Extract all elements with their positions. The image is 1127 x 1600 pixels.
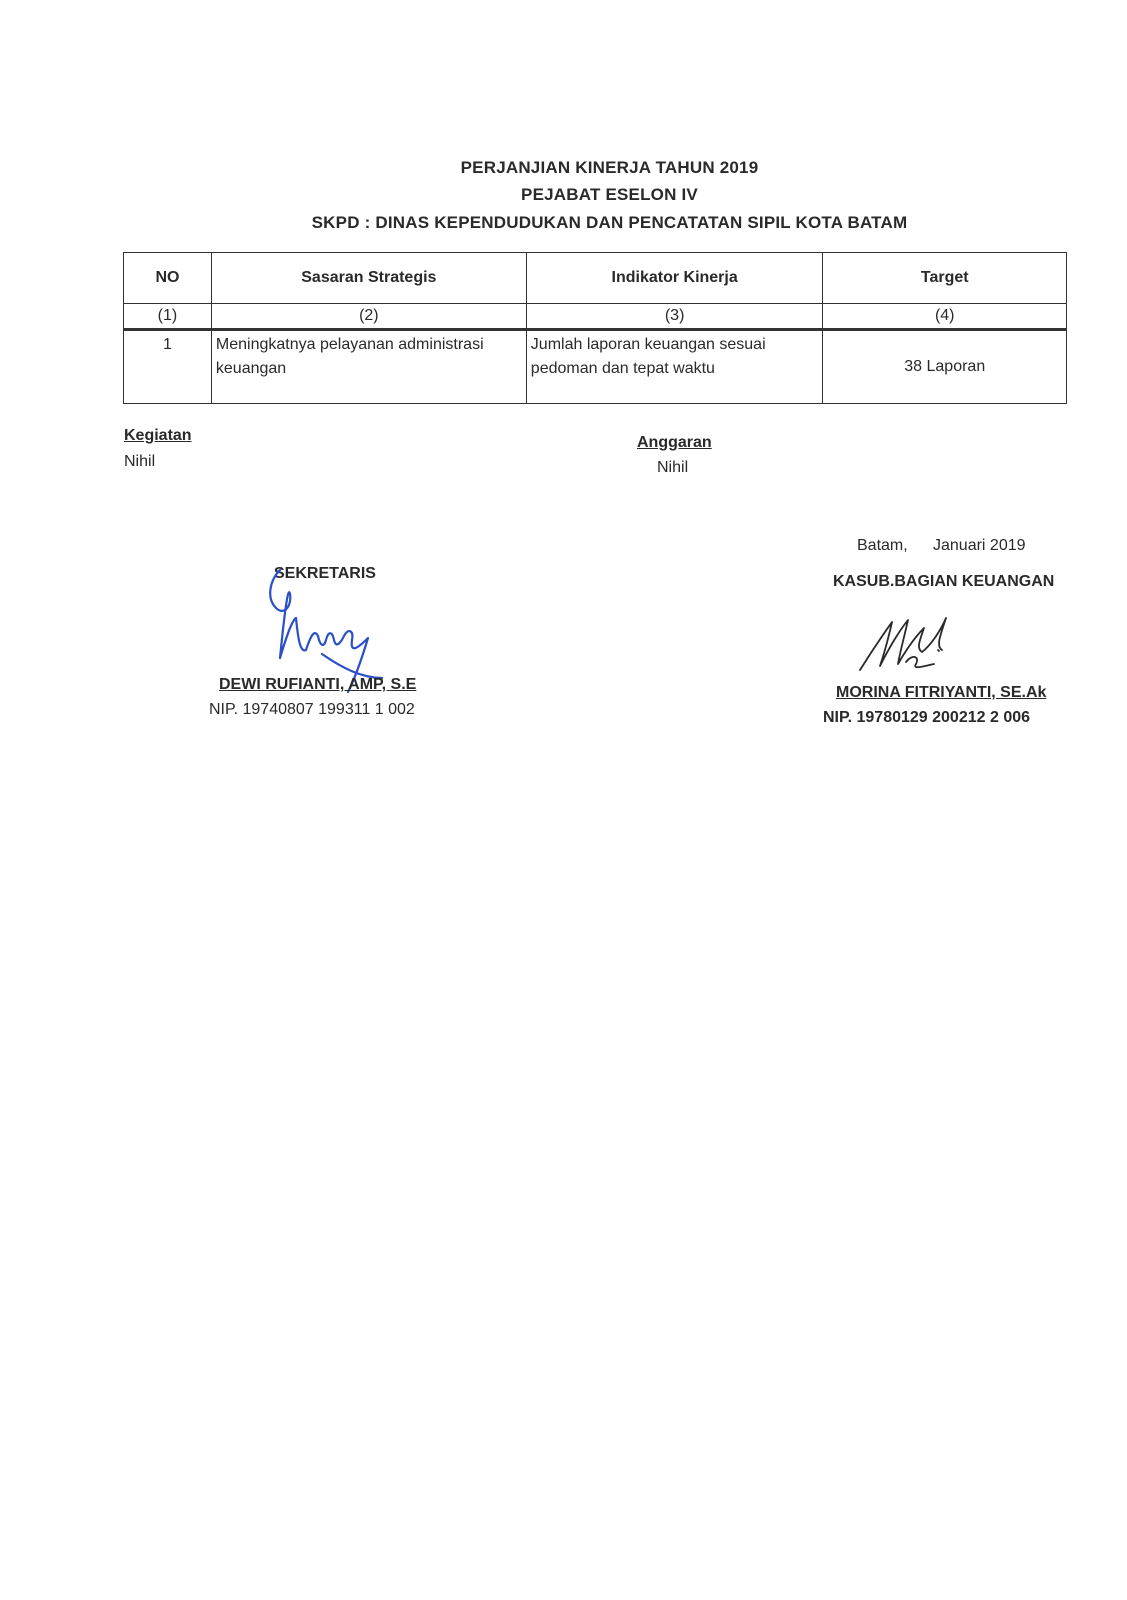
- table-header-row: [124, 253, 1067, 304]
- cell-sasaran: [211, 330, 526, 404]
- table-column-number-row: [124, 304, 1067, 330]
- document-skpd: SKPD : DINAS KEPENDUDUKAN DAN PENCATATAN SIPIL KOTA BATAM: [311, 213, 908, 232]
- cell-no: 1: [124, 330, 212, 404]
- header-target: Target: [823, 253, 1067, 304]
- kegiatan-label: Kegiatan: [124, 427, 192, 444]
- performance-table: [123, 252, 1067, 404]
- header-no: NO: [124, 253, 212, 304]
- right-signatory-role: KASUB.BAGIAN KEUANGAN: [833, 573, 1055, 590]
- cell-target: 38 Laporan: [823, 330, 1067, 404]
- header-indikator-kinerja: Indikator Kinerja: [526, 253, 823, 304]
- header-sasaran-strategis: Sasaran Strategis: [211, 253, 526, 304]
- document-subtitle: PEJABAT ESELON IV: [521, 185, 698, 204]
- date-label: Januari 2019: [933, 537, 1026, 554]
- cell-sasaran-line2: keuangan: [215, 360, 287, 377]
- right-signatory-name: MORINA FITRIYANTI, SE.Ak: [836, 684, 1047, 701]
- table-row: [124, 330, 1067, 404]
- column-number-2: (2): [211, 304, 526, 330]
- anggaran-value: Nihil: [657, 459, 689, 476]
- column-number-4: (4): [823, 304, 1067, 330]
- place-label: Batam,: [857, 537, 908, 554]
- left-signatory-role: SEKRETARIS: [274, 565, 376, 582]
- cell-indikator-line1: Jumlah laporan keuangan sesuai: [530, 336, 766, 353]
- left-signatory-nip: NIP. 19740807 199311 1 002: [209, 701, 415, 718]
- document-title: PERJANJIAN KINERJA TAHUN 2019: [460, 158, 759, 177]
- cell-indikator-line2: pedoman dan tepat waktu: [530, 360, 715, 377]
- kegiatan-value: Nihil: [124, 453, 156, 470]
- right-signatory-nip: NIP. 19780129 200212 2 006: [823, 709, 1031, 726]
- cell-sasaran-line1: Meningkatnya pelayanan administrasi: [215, 336, 484, 353]
- left-signatory-name: DEWI RUFIANTI, AMP, S.E: [219, 676, 417, 693]
- column-number-1: (1): [124, 304, 212, 330]
- anggaran-label: Anggaran: [637, 434, 712, 451]
- cell-indikator: [526, 330, 823, 404]
- column-number-3: (3): [526, 304, 823, 330]
- right-signature-image: [850, 606, 970, 686]
